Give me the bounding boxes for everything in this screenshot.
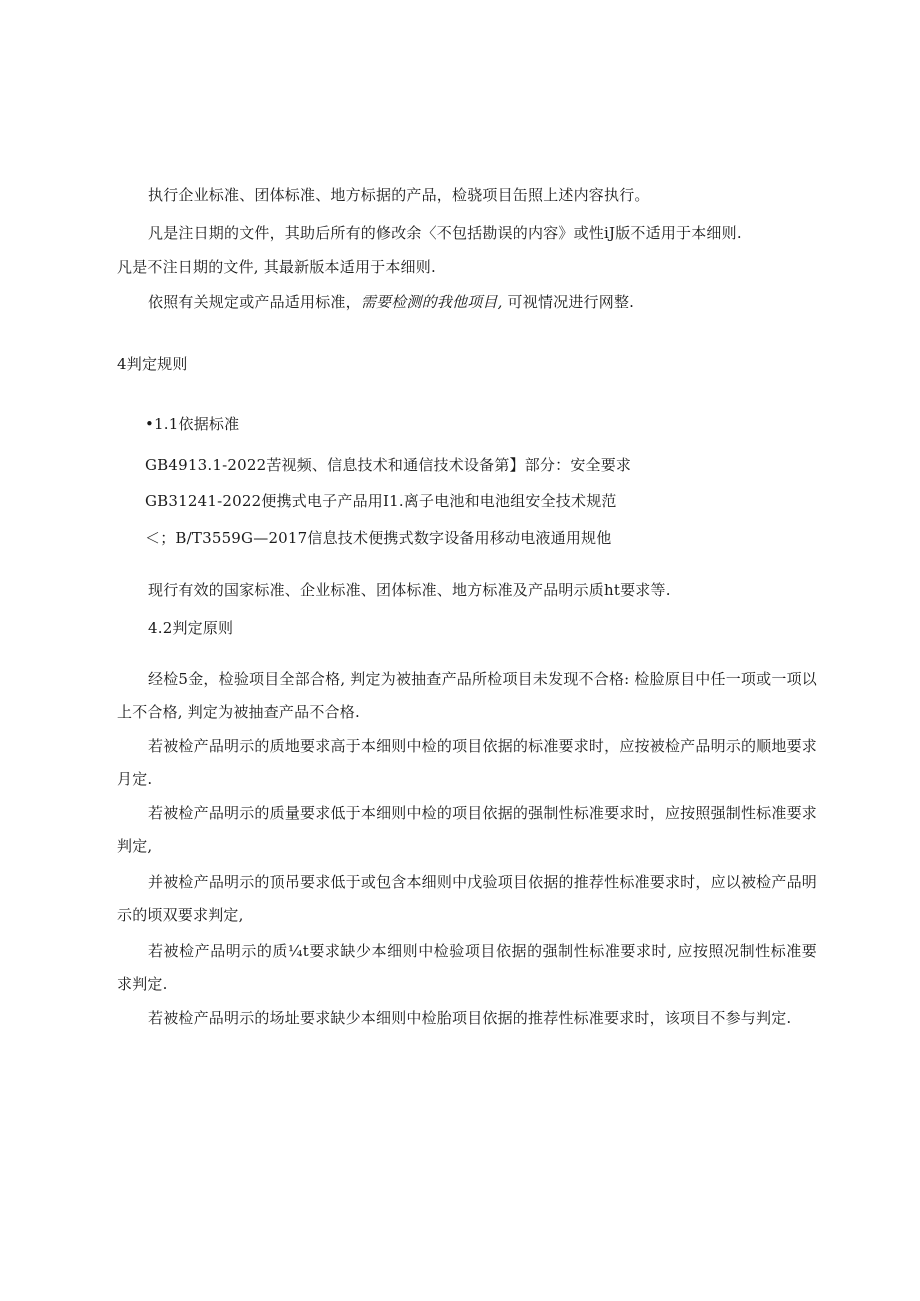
principle-paragraph: 若被检产品明示的质量要求低于本细则中检的项目依据的强制性标准要求时，应按照强制性标准要求判定, <box>117 804 817 855</box>
principle-paragraph: 若被检产品明示的场址要求缺少本细则中检胎项目依据的推荐性标准要求时，该项目不参与判定. <box>148 1009 792 1027</box>
intro-paragraph-4-start: 依照有关规定或产品适用标准， <box>148 293 361 311</box>
standard-item: ＜；B/T3559G—2017信息技术便携式数字设备用移动电液通用规他 <box>145 529 612 547</box>
intro-paragraph-4-italic: 需要检测的我他项目, <box>360 293 503 311</box>
subsection-heading-standards: •1.1依据标准 <box>145 415 240 433</box>
intro-paragraph-2: 凡是注日期的文件，其助后所有的修改余〈不包括勘误的内容》或性iJ版不适用于本细则. <box>148 224 742 242</box>
principle-paragraph: 并被检产品明示的顶吊要求低于或包含本细则中戊验项目依据的推荐性标准要求时，应以被检产品明示的顷双要求判定, <box>117 873 817 924</box>
principle-paragraph: 经检5金，检验项目全部合格, 判定为被抽查产品所检项目未发现不合格: 检脸原目中任一项或一项以上不合格, 判定为被抽查产品不合格. <box>117 670 817 721</box>
intro-paragraph-1: 执行企业标准、团体标准、地方标据的产品，检骁项目缶照上述内容执行。 <box>148 186 650 204</box>
intro-paragraph-3: 凡是不注日期的文件, 其最新版本适用于本细则. <box>117 258 436 276</box>
subsection-heading-principles: 4.2判定原则 <box>148 619 234 637</box>
current-standards-text: 现行有效的国家标准、企业标准、团体标准、地方标准及产品明示质ht要求等. <box>148 581 671 599</box>
section-heading: 4判定规则 <box>117 355 188 373</box>
principle-paragraph: 若被检产品明示的质地要求高于本细则中检的项目依据的标准要求时，应按被检产品明示的顺地要求月定. <box>117 737 817 788</box>
standard-item: GB4913.1-2022苦视频、信息技术和通信技术设备第】部分：安全要求 <box>145 456 632 474</box>
intro-paragraph-4 <box>148 292 634 312</box>
standard-item: GB31241-2022便携式电子产品用I1.离子电池和电池组安全技术规范 <box>145 492 617 510</box>
principle-paragraph: 若被检产品明示的质¼t要求缺少本细则中检验项目依据的强制性标准要求时, 应按照况制性标准要求判定. <box>117 942 817 993</box>
intro-paragraph-4-end: 可视情况进行网整. <box>502 293 635 311</box>
